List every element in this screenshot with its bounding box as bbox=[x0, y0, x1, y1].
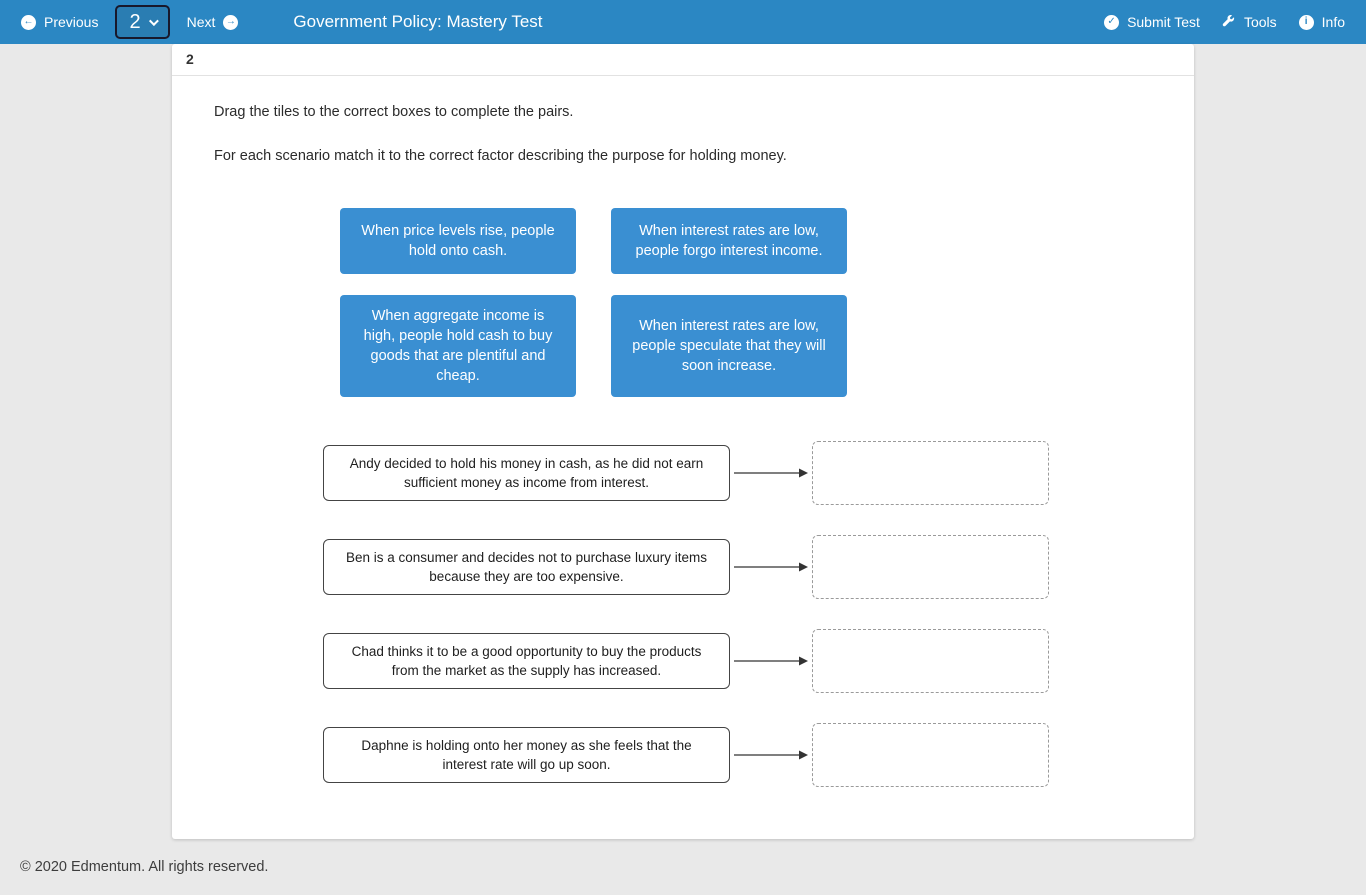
arrow-right-icon: → bbox=[223, 15, 238, 30]
scenario-box: Andy decided to hold his money in cash, as he did not earn sufficient money as income from interest. bbox=[323, 445, 730, 501]
scenario-box: Ben is a consumer and decides not to purchase luxury items because they are too expensive. bbox=[323, 539, 730, 595]
pair-row bbox=[323, 723, 1152, 787]
drag-instruction-text: Drag the tiles to the correct boxes to complete the pairs. bbox=[214, 104, 574, 120]
chevron-down-icon bbox=[149, 16, 159, 26]
info-button[interactable] bbox=[1288, 0, 1356, 44]
pair-row bbox=[323, 629, 1152, 693]
drag-tiles-group bbox=[340, 208, 1152, 397]
scenario-box: Daphne is holding onto her money as she feels that the interest rate will go up soon. bbox=[323, 727, 730, 783]
pair-row bbox=[323, 535, 1152, 599]
toolbar-right-group bbox=[1093, 0, 1356, 44]
answer-drop-box[interactable] bbox=[812, 441, 1049, 505]
arrow-right-connector-icon bbox=[733, 467, 809, 479]
drag-tile[interactable]: When interest rates are low, people forgo interest income. bbox=[611, 208, 847, 274]
scenario-box: Chad thinks it to be a good opportunity to buy the products from the market as the supply has increased. bbox=[323, 633, 730, 689]
info-label: Info bbox=[1321, 14, 1345, 30]
wrench-icon bbox=[1222, 15, 1236, 29]
submit-test-label: Submit Test bbox=[1127, 14, 1200, 30]
answer-drop-box[interactable] bbox=[812, 723, 1049, 787]
tools-button[interactable] bbox=[1211, 0, 1288, 44]
drag-tile[interactable]: When aggregate income is high, people hold cash to buy goods that are plentiful and cheap. bbox=[340, 295, 576, 397]
match-pairs-list bbox=[214, 441, 1152, 787]
question-number-header: 2 bbox=[172, 44, 1194, 76]
page-title: Government Policy: Mastery Test bbox=[293, 12, 543, 31]
question-card bbox=[172, 44, 1194, 839]
pair-row bbox=[323, 441, 1152, 505]
answer-drop-box[interactable] bbox=[812, 629, 1049, 693]
question-prompt-text: For each scenario match it to the correct factor describing the purpose for holding money. bbox=[214, 148, 787, 164]
copyright-footer: © 2020 Edmentum. All rights reserved. bbox=[20, 859, 269, 875]
next-button[interactable] bbox=[176, 0, 250, 44]
previous-button[interactable] bbox=[10, 0, 109, 44]
submit-test-button[interactable] bbox=[1093, 0, 1211, 44]
answer-drop-box[interactable] bbox=[812, 535, 1049, 599]
drag-tile[interactable]: When price levels rise, people hold onto cash. bbox=[340, 208, 576, 274]
question-body bbox=[172, 76, 1194, 839]
drag-tile[interactable]: When interest rates are low, people speculate that they will soon increase. bbox=[611, 295, 847, 397]
next-label: Next bbox=[186, 14, 216, 30]
question-number-value: 2 bbox=[129, 10, 141, 33]
previous-label: Previous bbox=[44, 14, 99, 30]
check-circle-icon: ✓ bbox=[1104, 15, 1119, 30]
info-icon: i bbox=[1299, 15, 1314, 30]
arrow-right-connector-icon bbox=[733, 561, 809, 573]
arrow-right-connector-icon bbox=[733, 655, 809, 667]
top-toolbar bbox=[0, 0, 1366, 44]
arrow-right-connector-icon bbox=[733, 749, 809, 761]
arrow-left-icon: ← bbox=[21, 15, 36, 30]
question-number-dropdown[interactable] bbox=[115, 5, 169, 39]
tools-label: Tools bbox=[1243, 14, 1277, 30]
